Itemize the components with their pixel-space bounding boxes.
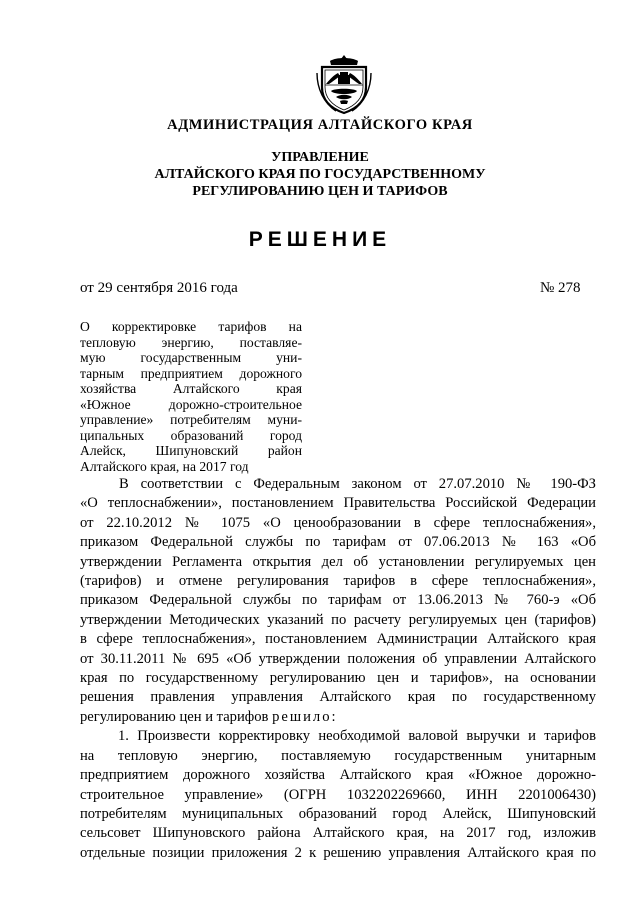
subject-line: «Южное дорожно-строительное	[80, 396, 302, 412]
subject-line: хозяйства Алтайского края	[80, 381, 302, 396]
body-line: регулированию цен и тарифов	[80, 708, 269, 725]
body-line: решения правления управления Алтайского края по государственному	[80, 689, 596, 706]
subject-line: тарным предприятием дорожного	[80, 365, 302, 381]
body-line: В соответствии с Федеральным законом от 27.07.2010 № 190-ФЗ	[119, 476, 596, 492]
body-line: (тарифов) и отмене регулирования тарифов в сфере теплоснабжения»,	[80, 573, 596, 590]
document-body	[80, 475, 596, 863]
body-line-decided	[80, 708, 596, 727]
body-line: утверждении Методических указаний по расчету регулируемых цен (тарифов)	[80, 611, 596, 628]
subject-line: Алейск, Шипуновский район	[80, 443, 302, 458]
body-line: края по государственному регулированию цен и тарифов», на основании	[80, 670, 596, 687]
document-subject	[80, 319, 302, 474]
decided-word: решило:	[272, 708, 338, 725]
body-line: «О теплоснабжении», постановлением Правительства Российской Федерации	[80, 495, 596, 512]
department-line: АЛТАЙСКОГО КРАЯ ПО ГОСУДАРСТВЕННОМУ	[154, 167, 486, 182]
department-name	[0, 149, 640, 200]
document-date: от 29 сентября 2016 года	[80, 280, 238, 296]
altai-krai-emblem-icon	[316, 53, 372, 115]
organization-title: АДМИНИСТРАЦИЯ АЛТАЙСКОГО КРАЯ	[167, 117, 473, 133]
body-line: от 22.10.2012 № 1075 «О ценообразовании в сфере теплоснабжения»,	[80, 514, 596, 531]
subject-line: мую государственным уни-	[80, 350, 302, 365]
body-line: приказом Федеральной службы по тарифам от 13.06.2013 № 760-э «Об	[80, 592, 596, 609]
paragraph-1-line: предприятием дорожного хозяйства Алтайского края «Южное дорожно-	[80, 767, 596, 784]
body-line: в сфере теплоснабжения», постановлением Администрации Алтайского края	[80, 631, 596, 648]
paragraph-1-line: потребителям муниципальных образований город Алейск, Шипуновский	[80, 805, 596, 822]
subject-line: управление» потребителям муни-	[80, 412, 302, 427]
document-type-heading: РЕШЕНИЕ	[248, 228, 392, 251]
department-line: РЕГУЛИРОВАНИЮ ЦЕН И ТАРИФОВ	[192, 184, 448, 199]
subject-line: О корректировке тарифов на	[80, 319, 302, 334]
paragraph-1-line: на тепловую энергию, поставляемую государственным унитарным	[80, 747, 596, 764]
paragraph-1-line: отдельные позиции приложения 2 к решению управления Алтайского края по	[80, 844, 596, 861]
body-line: от 30.11.2011 № 695 «Об утверждении положения об управлении Алтайского	[80, 650, 596, 667]
body-line: утверждении Регламента открытия дел об установлении регулируемых цен	[80, 553, 596, 570]
department-line: УПРАВЛЕНИЕ	[271, 150, 369, 165]
paragraph-1-line: сельсовет Шипуновского района Алтайского края, на 2017 год, изложив	[80, 825, 596, 842]
subject-line: ципальных образований город	[80, 427, 302, 443]
document-number: № 278	[540, 280, 581, 296]
subject-line: тепловую энергию, поставляе-	[80, 334, 302, 350]
paragraph-1-line: 1. Произвести корректировку необходимой валовой выручки и тарифов	[118, 728, 596, 745]
body-line: приказом Федеральной службы по тарифам от 07.06.2013 № 163 «Об	[80, 534, 596, 551]
paragraph-1-line: строительное управление» (ОГРН 1032202269660, ИНН 2201006430)	[80, 786, 596, 803]
subject-line: Алтайского края, на 2017 год	[80, 458, 249, 474]
